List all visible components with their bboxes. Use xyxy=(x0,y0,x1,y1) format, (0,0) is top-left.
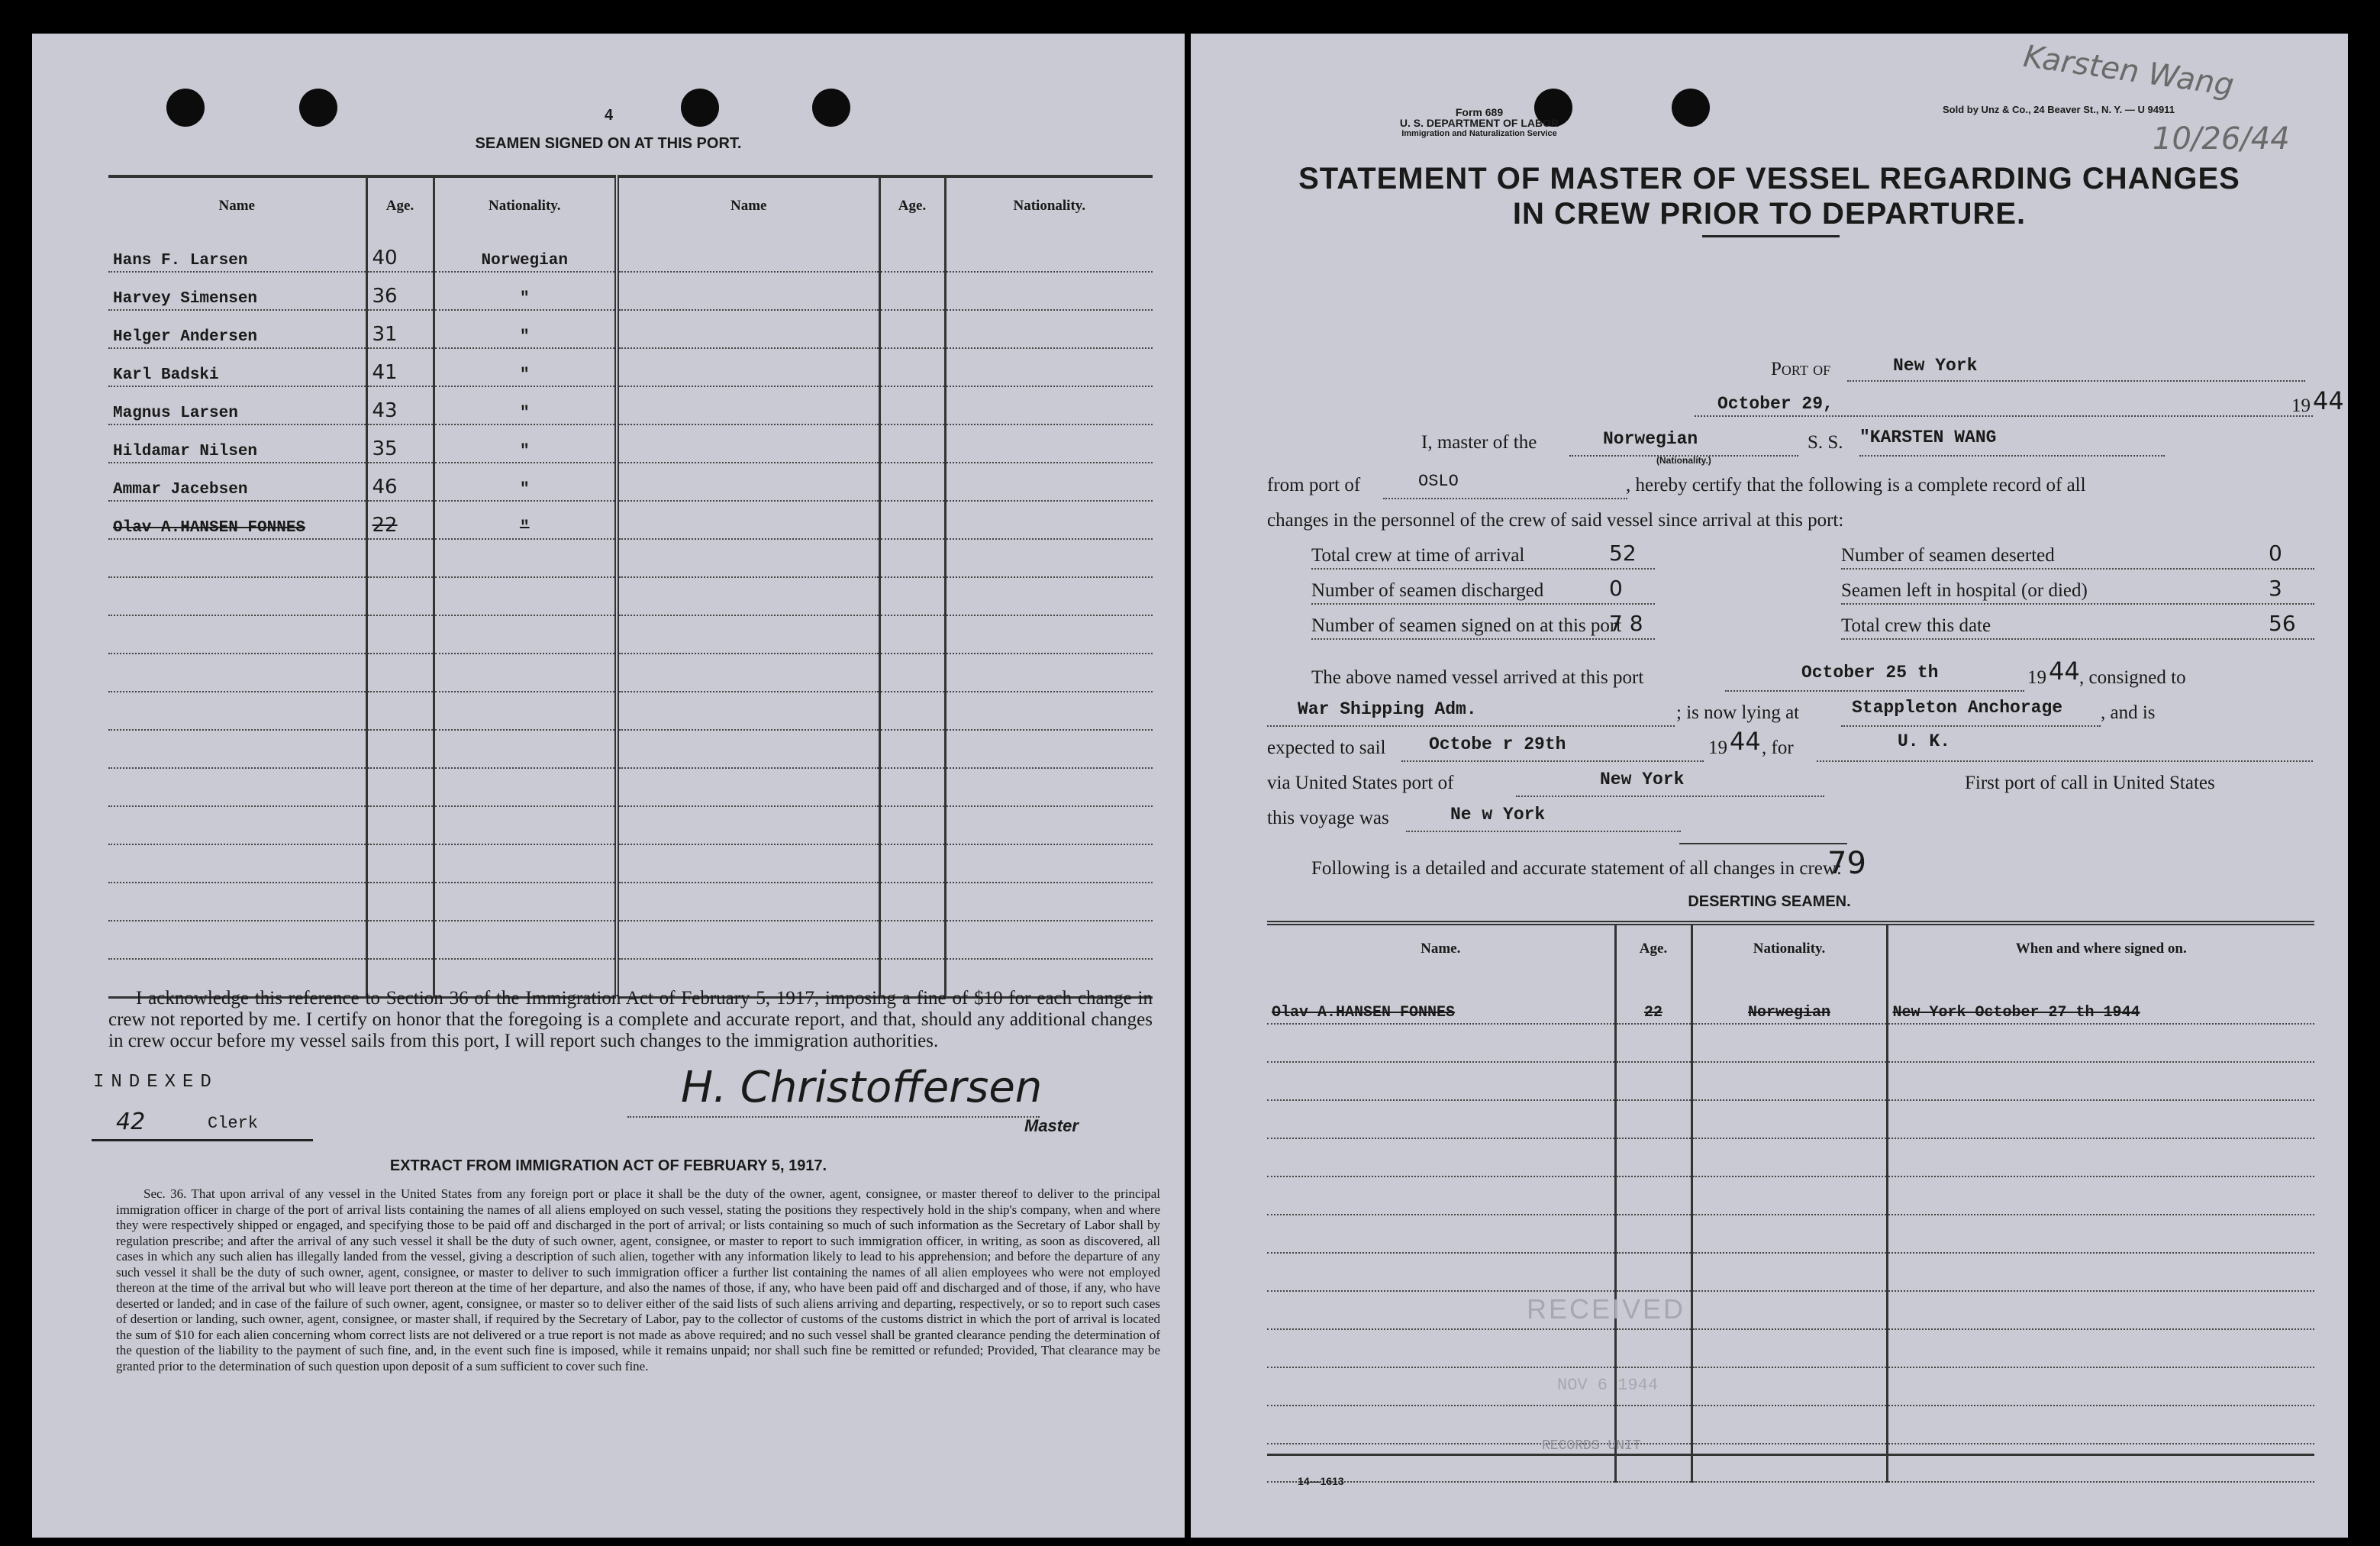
table-row xyxy=(1267,1329,2314,1367)
destination-line xyxy=(1817,737,2313,762)
empty-cell xyxy=(366,921,434,959)
col-header-name: Name xyxy=(108,176,366,234)
empty-cell xyxy=(1691,1253,1887,1291)
ss-label: S. S. xyxy=(1808,432,1843,453)
seaman-nationality: " xyxy=(434,272,617,310)
deserting-heading: DESERTING SEAMEN. xyxy=(1688,893,1851,910)
empty-cell xyxy=(108,577,366,615)
certify-text: , hereby certify that the following is a complete record of all xyxy=(1626,475,2086,495)
empty-cell xyxy=(434,883,617,921)
empty-cell xyxy=(879,883,945,921)
table-row xyxy=(108,386,1153,424)
empty-cell xyxy=(1267,1329,1615,1367)
empty-cell xyxy=(434,768,617,806)
empty-cell xyxy=(1691,1291,1887,1329)
empty-cell xyxy=(945,539,1153,577)
seaman-nationality: " xyxy=(434,424,617,463)
empty-cell xyxy=(879,768,945,806)
faded-records-stamp: RECORDS UNIT xyxy=(1542,1438,1641,1454)
and-is: , and is xyxy=(2101,702,2156,723)
empty-cell xyxy=(617,654,879,692)
service: Immigration and Naturalization Service xyxy=(1401,129,1557,138)
lying-label: ; is now lying at xyxy=(1676,702,1800,723)
deserter-when: New York October 27 th 1944 xyxy=(1887,973,2314,1024)
empty-cell xyxy=(1691,1367,1887,1406)
empty-cell xyxy=(879,424,945,463)
nationality-caption: (Nationality.) xyxy=(1656,455,1711,466)
empty-cell xyxy=(617,386,879,424)
empty-cell xyxy=(617,921,879,959)
table-row xyxy=(1267,1253,2314,1291)
empty-cell xyxy=(1887,1062,2314,1100)
for-label: , for xyxy=(1762,737,1794,758)
stat-label: Number of seamen discharged xyxy=(1311,580,1546,602)
empty-cell xyxy=(366,730,434,768)
arrived-date: October 25 th xyxy=(1801,663,1939,683)
empty-cell xyxy=(617,234,879,272)
empty-cell xyxy=(879,386,945,424)
vessel-name: "KARSTEN WANG xyxy=(1859,428,1997,447)
clerk-line xyxy=(92,1139,313,1141)
empty-cell xyxy=(617,310,879,348)
department: U. S. DEPARTMENT OF LABOR xyxy=(1399,117,1559,129)
empty-cell xyxy=(879,577,945,615)
seaman-name: Harvey Simensen xyxy=(108,272,366,310)
empty-cell xyxy=(434,730,617,768)
first-port-value: Ne w York xyxy=(1450,805,1546,825)
title-rule xyxy=(1702,235,1840,237)
punch-hole xyxy=(299,89,337,127)
title-line-2: IN CREW PRIOR TO DEPARTURE. xyxy=(1512,197,2027,231)
table-row xyxy=(1267,1406,2314,1444)
empty-cell xyxy=(1267,1215,1615,1253)
from-port-label: from port of xyxy=(1267,475,1361,495)
empty-cell xyxy=(945,348,1153,386)
empty-cell xyxy=(945,730,1153,768)
empty-cell xyxy=(617,463,879,501)
empty-cell xyxy=(879,806,945,844)
col-header-signed-on: When and where signed on. xyxy=(2015,941,2187,957)
table-row xyxy=(1267,1444,2314,1482)
stat-label: Seamen left in hospital (or died) xyxy=(1841,580,2091,602)
year-prefix: 19 xyxy=(2291,395,2311,416)
empty-cell xyxy=(1887,1024,2314,1062)
port-label: Port of xyxy=(1771,359,1831,379)
table-row xyxy=(108,424,1153,463)
expected-label: expected to sail xyxy=(1267,737,1386,758)
empty-cell xyxy=(617,424,879,463)
empty-cell xyxy=(1887,1406,2314,1444)
empty-cell xyxy=(945,463,1153,501)
col-header-nationality: Nationality. xyxy=(434,176,617,234)
rule xyxy=(1679,843,1847,844)
sail-year: 44 xyxy=(1730,727,1761,756)
seamen-signed-table xyxy=(108,175,1153,999)
via-label: via United States port of xyxy=(1267,773,1454,793)
following-text: Following is a detailed and accurate statement of all changes in crew: xyxy=(1311,858,1842,879)
empty-cell xyxy=(1691,1138,1887,1176)
punch-hole xyxy=(1672,89,1710,127)
col-header-name: Name xyxy=(617,176,879,234)
seaman-nationality: " xyxy=(434,348,617,386)
empty-cell xyxy=(1691,1100,1887,1138)
title-line-1: STATEMENT OF MASTER OF VESSEL REGARDING CHANGES xyxy=(1298,162,2240,195)
master-signature: H. Christoffersen xyxy=(681,1063,1043,1112)
right-form-page: Form 689 U. S. DEPARTMENT OF LABOR Immigration and Naturalization Service Sold by Unz & Co., 24 Beaver St., N. Y. — U 94911 Karsten Wang 10/26/44 STATEMENT OF MASTER OF VESSEL REGARDING CHANGES IN CREW PRIOR TO DEPARTURE. Port of New York October 29, 19 44 I, master of the Norwegian (Nationality.) S. S. "KARSTEN WANG from port of OSLO , hereby certify that the following is a complete record of all changes in the personnel of the crew of said vessel since arrival at this port: Total crew at time of arrival 52 Number of seamen deserted 0 Number of seamen discharged 0 Seamen left in hospital (or died) 3 Number of seamen signed on at this port 7 8 Total crew this date 56 The above named vessel arrived at this port October 25 th 19 44 , consigned to War Shipping Adm. ; is now lying at Stappleton Anchorage , and is expected to sail Octobe r 29th 19 44 , for U. K. via United States port of New York First port of call in United States this voyage was Ne w York Following is a detailed and accurate statement of all changes in crew: 79 DESERTING SEAMEN. Name. Age. Nationality. When and where signed on. Olav A.HANSEN FONNES 22 Norwegian New York October 27 th 1944 RECEIVED NOV 6 1944 RECORDS UNIT 14—1613 xyxy=(1191,34,2348,1538)
seamen-signed-heading: SEAMEN SIGNED ON AT THIS PORT. xyxy=(475,135,742,152)
handwritten-vessel-note: Karsten Wang xyxy=(2021,38,2236,104)
empty-cell xyxy=(108,921,366,959)
table-row xyxy=(108,234,1153,272)
empty-cell xyxy=(879,654,945,692)
empty-cell xyxy=(108,730,366,768)
form-header xyxy=(1372,107,1586,139)
punch-hole xyxy=(166,89,205,127)
empty-cell xyxy=(366,654,434,692)
table-row xyxy=(1267,1215,2314,1253)
seaman-name: Olav A.HANSEN FONNES xyxy=(108,501,366,539)
empty-cell xyxy=(879,234,945,272)
table-row xyxy=(108,730,1153,768)
empty-cell xyxy=(945,310,1153,348)
table-row xyxy=(108,768,1153,806)
col-header-age: Age. xyxy=(366,176,434,234)
empty-cell xyxy=(617,844,879,883)
seaman-name: Helger Andersen xyxy=(108,310,366,348)
table-row xyxy=(1267,1176,2314,1215)
empty-cell xyxy=(1267,1138,1615,1176)
table-row xyxy=(1267,1062,2314,1100)
seaman-nationality: " xyxy=(434,463,617,501)
empty-cell xyxy=(617,692,879,730)
table-row xyxy=(108,806,1153,844)
table-header-row xyxy=(1267,923,2314,973)
seaman-nationality: Norwegian xyxy=(434,234,617,272)
table-row xyxy=(108,348,1153,386)
empty-cell xyxy=(879,463,945,501)
this-voyage-label: this voyage was xyxy=(1267,808,1389,828)
empty-cell xyxy=(1691,1444,1887,1482)
empty-cell xyxy=(108,768,366,806)
empty-cell xyxy=(879,348,945,386)
empty-cell xyxy=(1267,1100,1615,1138)
table-row xyxy=(108,615,1153,654)
empty-cell xyxy=(945,692,1153,730)
empty-cell xyxy=(879,921,945,959)
table-row xyxy=(1267,1367,2314,1406)
empty-cell xyxy=(1615,1329,1691,1367)
empty-cell xyxy=(1267,1062,1615,1100)
empty-cell xyxy=(434,844,617,883)
empty-cell xyxy=(945,806,1153,844)
handwritten-date-note: 10/26/44 xyxy=(2153,121,2290,157)
deserting-seamen-table xyxy=(1267,921,2314,1483)
seaman-age: 31 xyxy=(366,310,434,348)
empty-cell xyxy=(945,921,1153,959)
nationality-value: Norwegian xyxy=(1603,429,1698,449)
col-header-nationality: Nationality. xyxy=(1691,923,1887,973)
table-row xyxy=(108,539,1153,577)
empty-cell xyxy=(1887,1138,2314,1176)
table-row xyxy=(1267,973,2314,1024)
empty-cell xyxy=(879,615,945,654)
empty-cell xyxy=(1267,1024,1615,1062)
seaman-name: Karl Badski xyxy=(108,348,366,386)
changes-text: changes in the personnel of the crew of said vessel since arrival at this port: xyxy=(1267,510,1844,531)
signature-line xyxy=(627,1116,1040,1118)
date-value: October 29, xyxy=(1717,394,1833,414)
seaman-age: 41 xyxy=(366,348,434,386)
seaman-nationality: " xyxy=(434,310,617,348)
empty-cell xyxy=(366,615,434,654)
empty-cell xyxy=(434,921,617,959)
empty-cell xyxy=(617,883,879,921)
clerk-stamp: Clerk xyxy=(208,1114,259,1133)
empty-cell xyxy=(108,654,366,692)
empty-cell xyxy=(1267,1176,1615,1215)
empty-cell xyxy=(434,654,617,692)
arrived-label: The above named vessel arrived at this port xyxy=(1311,667,1644,688)
faded-date-stamp: NOV 6 1944 xyxy=(1557,1376,1659,1395)
empty-cell xyxy=(879,272,945,310)
empty-cell xyxy=(617,577,879,615)
punch-hole xyxy=(681,89,719,127)
empty-cell xyxy=(879,310,945,348)
empty-cell xyxy=(879,692,945,730)
empty-cell xyxy=(1615,1062,1691,1100)
empty-cell xyxy=(945,883,1153,921)
empty-cell xyxy=(617,768,879,806)
empty-cell xyxy=(366,539,434,577)
seaman-age: 36 xyxy=(366,272,434,310)
empty-cell xyxy=(434,692,617,730)
table-row xyxy=(108,883,1153,921)
stat-value: 3 xyxy=(2269,576,2282,601)
extract-heading: EXTRACT FROM IMMIGRATION ACT OF FEBRUARY 5, 1917. xyxy=(389,1157,827,1174)
empty-cell xyxy=(366,883,434,921)
table-row xyxy=(108,692,1153,730)
empty-cell xyxy=(879,501,945,539)
empty-cell xyxy=(1887,1176,2314,1215)
empty-cell xyxy=(434,806,617,844)
empty-cell xyxy=(945,768,1153,806)
seaman-name: Hans F. Larsen xyxy=(108,234,366,272)
table-row xyxy=(108,501,1153,539)
seaman-name: Magnus Larsen xyxy=(108,386,366,424)
seaman-age: 46 xyxy=(366,463,434,501)
stat-value: 0 xyxy=(2269,541,2282,566)
empty-cell xyxy=(108,844,366,883)
stat-label: Number of seamen signed on at this port xyxy=(1311,615,1624,637)
footer-code: 14—1613 xyxy=(1298,1475,1344,1487)
acknowledgment-text: I acknowledge this reference to Section 36 of the Immigration Act of February 5, 1917, imposing a fine of $10 for each change in crew not reported by me. I certify on honor that the foregoing is a complete and accurate report, and that, should any additional changes in crew occur before my vessel sails from this port, I will report such changes to the immigration authorities. xyxy=(108,988,1153,1051)
empty-cell xyxy=(617,806,879,844)
empty-cell xyxy=(1887,1444,2314,1482)
empty-cell xyxy=(945,577,1153,615)
clerk-mark: 42 xyxy=(116,1109,146,1135)
empty-cell xyxy=(1691,1024,1887,1062)
page-number: 4 xyxy=(605,107,614,124)
consigned-label: , consigned to xyxy=(2079,667,2186,688)
empty-cell xyxy=(1691,1176,1887,1215)
seaman-nationality: " xyxy=(434,386,617,424)
faded-received-stamp: RECEIVED xyxy=(1527,1293,1686,1325)
empty-cell xyxy=(617,501,879,539)
table-row xyxy=(1267,1100,2314,1138)
seaman-age: 35 xyxy=(366,424,434,463)
empty-cell xyxy=(945,615,1153,654)
stat-value: 0 xyxy=(1609,576,1623,601)
empty-cell xyxy=(108,692,366,730)
empty-cell xyxy=(945,844,1153,883)
empty-cell xyxy=(366,844,434,883)
table-row xyxy=(1267,1138,2314,1176)
table-row xyxy=(108,577,1153,615)
empty-cell xyxy=(1615,1176,1691,1215)
empty-cell xyxy=(1615,1100,1691,1138)
left-form-page xyxy=(32,34,1185,1538)
table-header-row xyxy=(108,176,1153,234)
first-port-label: First port of call in United States xyxy=(1965,773,2215,793)
empty-cell xyxy=(434,539,617,577)
empty-cell xyxy=(108,539,366,577)
port-value: New York xyxy=(1893,356,1978,376)
empty-cell xyxy=(366,692,434,730)
stat-value: 7 8 xyxy=(1609,611,1643,636)
from-port-value: OSLO xyxy=(1418,472,1459,491)
stat-label: Total crew at time of arrival xyxy=(1311,545,1527,566)
empty-cell xyxy=(1887,1367,2314,1406)
destination-value: U. K. xyxy=(1898,731,1951,751)
master-label: Master xyxy=(1024,1116,1079,1135)
empty-cell xyxy=(1887,1329,2314,1367)
empty-cell xyxy=(434,577,617,615)
empty-cell xyxy=(617,272,879,310)
empty-cell xyxy=(366,577,434,615)
table-row xyxy=(1267,1291,2314,1329)
form-number: Form 689 xyxy=(1455,106,1504,118)
empty-cell xyxy=(945,234,1153,272)
col-header-age: Age. xyxy=(1615,923,1691,973)
empty-cell xyxy=(945,501,1153,539)
empty-cell xyxy=(1691,1406,1887,1444)
table-row xyxy=(108,310,1153,348)
via-port: New York xyxy=(1600,770,1685,789)
empty-cell xyxy=(1887,1253,2314,1291)
seaman-age: 40 xyxy=(366,234,434,272)
empty-cell xyxy=(1615,1253,1691,1291)
empty-cell xyxy=(617,539,879,577)
stat-value: 56 xyxy=(2269,611,2296,636)
year-value: 44 xyxy=(2313,386,2344,415)
lying-value: Stappleton Anchorage xyxy=(1852,698,2063,718)
col-header-name: Name. xyxy=(1267,923,1615,973)
empty-cell xyxy=(434,615,617,654)
table-row xyxy=(108,272,1153,310)
empty-cell xyxy=(945,654,1153,692)
empty-cell xyxy=(366,806,434,844)
seaman-age: 43 xyxy=(366,386,434,424)
empty-cell xyxy=(945,424,1153,463)
table-row xyxy=(108,654,1153,692)
deserter-name: Olav A.HANSEN FONNES xyxy=(1267,973,1615,1024)
deserter-nat: Norwegian xyxy=(1691,973,1887,1024)
table-row xyxy=(108,921,1153,959)
indexed-stamp: INDEXED xyxy=(93,1072,218,1093)
extract-text: Sec. 36. That upon arrival of any vessel in the United States from any foreign port or place it shall be the duty of the owner, agent, consignee, or master thereof to deliver to the principal immigration officer in charge of the port of arrival lists containing the names of all aliens employed on such vessel, stating the positions they respectively hold in the ship's company, when and where they were respectively shipped or engaged, and specifying those to be paid off and discharged in the port of arrival; or lists containing so much of such information as the Secretary of Labor shall by regulation prescribe; and after the arrival of any such vessel it shall be the duty of such owner, agent, consignee, or master to report to such immigration officer, in writing, as soon as discovered, all cases in which any such alien has illegally landed from the vessel, giving a description of such alien, together with any information likely to lead to his apprehension; and before the departure of any such vessel it shall be the duty of such owner, agent, consignee, or master to deliver to such immigration officer a further list containing the names of all alien employees who were not employed thereon at the time of the arrival but who will leave port thereon at the time of her departure, and also the names of those, if any, who have been paid off and discharged and of those, if any, who have deserted or landed; and in case of the failure of such owner, agent, consignee, or master so to deliver either of the said lists of such aliens arriving and departing, respectively, or so to report such cases of desertion or landing, such owner, agent, consignee, or master shall, if required by the Secretary of Labor, pay to the collector of customs of the customs district in which the port of arrival is located the sum of $10 for each alien concerning whom correct lists are not delivered or a true report is not made as above required; and no such vessel shall be granted clearance pending the determination of the question of the liability to the payment of such fine, and, in the event such fine is imposed, while it remains unpaid; nor shall such fine be remitted or refunded; Provided, That clearance may be granted prior to the determination of such question upon deposit of a sum sufficient to cover such fine. xyxy=(116,1186,1160,1373)
col-header-age: Age. xyxy=(879,176,945,234)
empty-cell xyxy=(617,348,879,386)
empty-cell xyxy=(945,386,1153,424)
stat-label: Total crew this date xyxy=(1841,615,1994,637)
empty-cell xyxy=(879,844,945,883)
empty-cell xyxy=(1691,1215,1887,1253)
stat-value: 52 xyxy=(1609,541,1637,566)
seaman-nationality: " xyxy=(434,501,617,539)
empty-cell xyxy=(1887,1100,2314,1138)
table-row xyxy=(1267,1024,2314,1062)
empty-cell xyxy=(617,615,879,654)
empty-cell xyxy=(879,730,945,768)
seller-note: Sold by Unz & Co., 24 Beaver St., N. Y. — U 94911 xyxy=(1943,104,2175,115)
empty-cell xyxy=(1887,1215,2314,1253)
table-row xyxy=(108,463,1153,501)
seaman-name: Ammar Jacebsen xyxy=(108,463,366,501)
stat-label: Number of seamen deserted xyxy=(1841,545,2058,566)
empty-cell xyxy=(1267,1253,1615,1291)
table-bottom-rule xyxy=(1267,1454,2314,1456)
consignee-value: War Shipping Adm. xyxy=(1298,699,1477,719)
empty-cell xyxy=(879,539,945,577)
seaman-age: 22 xyxy=(366,501,434,539)
punch-hole xyxy=(812,89,850,127)
empty-cell xyxy=(1615,1215,1691,1253)
deserter-age: 22 xyxy=(1615,973,1691,1024)
master-of-label: I, master of the xyxy=(1421,432,1537,453)
empty-cell xyxy=(1615,1024,1691,1062)
empty-cell xyxy=(366,768,434,806)
sail-date: Octobe r 29th xyxy=(1429,734,1566,754)
col-header-nationality: Nationality. xyxy=(1013,198,1085,214)
empty-cell xyxy=(1691,1329,1887,1367)
empty-cell xyxy=(108,615,366,654)
empty-cell xyxy=(617,730,879,768)
empty-cell xyxy=(945,272,1153,310)
empty-cell xyxy=(1615,1138,1691,1176)
table-row xyxy=(108,844,1153,883)
empty-cell xyxy=(108,806,366,844)
handwritten-number: 79 xyxy=(1827,846,1866,881)
seaman-name: Hildamar Nilsen xyxy=(108,424,366,463)
empty-cell xyxy=(1887,1291,2314,1329)
arrived-year: 44 xyxy=(2049,657,2080,686)
empty-cell xyxy=(1691,1062,1887,1100)
empty-cell xyxy=(108,883,366,921)
